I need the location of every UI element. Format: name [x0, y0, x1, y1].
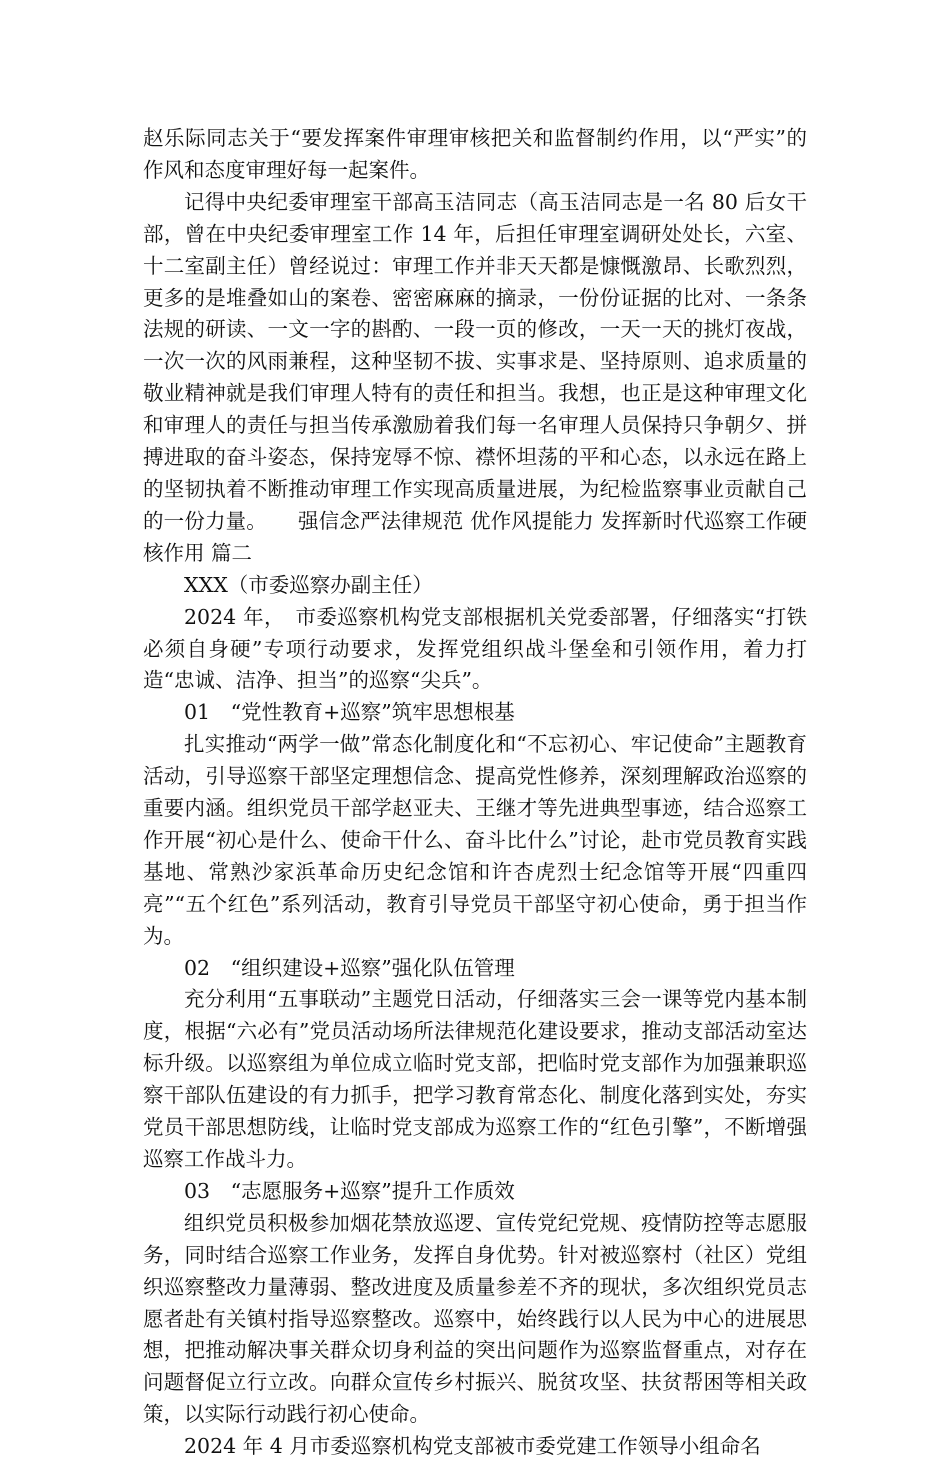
paragraph-section-02: 充分利用“五事联动”主题党日活动，仔细落实三会一课等党内基本制度，根据“六必有”党员活动场所法律规范化建设要求，推动支部活动室达标升级。以巡察组为单位成立临时党支部，把临时党支部作为加强兼职巡察干部队伍建设的有力抓手，把学习教育常态化、制度化落到实处，夯实党员干部思想防线，让临时党支部成为巡察工作的“红色引擎”，不断增强巡察工作战斗力。: [143, 987, 807, 1171]
paragraph-section-01: 扎实推动“两学一做”常态化制度化和“不忘初心、牢记使命”主题教育活动，引导巡察干部坚定理想信念、提高党性修养，深刻理解政治巡察的重要内涵。组织党员干部学赵亚夫、王继才等先进典型事迹，结合巡察工作开展“初心是什么、使命干什么、奋斗比什么”讨论，赴市党员教育实践基地、常熟沙家浜革命历史纪念馆和许杏虎烈士纪念馆等开展“四重四亮”“五个红色”系列活动，教育引导党员干部坚守初心使命，勇于担当作为。: [143, 732, 807, 948]
section-heading-01: 01 “党性教育+巡察”筑牢思想根基: [184, 700, 515, 725]
section-heading-02: 02 “组织建设+巡察”强化队伍管理: [184, 955, 515, 980]
document-body: [143, 123, 807, 1463]
section-heading-03: 03 “志愿服务+巡察”提升工作质效: [184, 1178, 515, 1203]
paragraph-closing: 2024 年 4 月市委巡察机构党支部被市委党建工作领导小组命名: [184, 1434, 761, 1459]
paragraph-1: 赵乐际同志关于“要发挥案件审理审核把关和监督制约作用，以“严实”的作风和态度审理好每一起案件。: [143, 126, 807, 182]
author-line: XXX（市委巡察办副主任）: [184, 572, 433, 597]
paragraph-2: 记得中央纪委审理室干部高玉洁同志（高玉洁同志是一名 80 后女干部，曾在中央纪委审理室工作 14 年，后担任审理室调研处处长，六室、十二室副主任）曾经说过：审理工作并非天天都是慷慨激昂、长歌烈烈，更多的是堆叠如山的案卷、密密麻麻的摘录，一份份证据的比对、一条条法规的研读、一文一字的斟酌、一段一页的修改，一天一天的挑灯夜战，一次一次的风雨兼程，这种坚韧不拔、实事求是、坚持原则、追求质量的敬业精神就是我们审理人特有的责任和担当。我想，也正是这种审理文化和审理人的责任与担当传承激励着我们每一名审理人员保持只争朝夕、拼搏进取的奋斗姿态，保持宠辱不惊、襟怀坦荡的平和心态，以永远在路上的坚韧执着不断推动审理工作实现高质量进展，为纪检监察事业贡献自己的一份力量。 强信念严法律规范 优作风提能力 发挥新时代巡察工作硬核作用 篇二: [143, 189, 807, 565]
paragraph-section-03: 组织党员积极参加烟花禁放巡逻、宣传党纪党规、疫情防控等志愿服务，同时结合巡察工作业务，发挥自身优势。针对被巡察村（社区）党组织巡察整改力量薄弱、整改进度及质量参差不齐的现状，多次组织党员志愿者赴有关镇村指导巡察整改。巡察中，始终践行以人民为中心的进展思想，把推动解决事关群众切身利益的突出问题作为巡察监督重点，对存在问题督促立行立改。向群众宣传乡村振兴、脱贫攻坚、扶贫帮困等相关政策，以实际行动践行初心使命。: [143, 1210, 807, 1427]
paragraph-intro: 2024 年， 市委巡察机构党支部根据机关党委部署，仔细落实“打铁必须自身硬”专项行动要求，发挥党组织战斗堡垒和引领作用，着力打造“忠诚、洁净、担当”的巡察“尖兵”。: [143, 604, 807, 693]
